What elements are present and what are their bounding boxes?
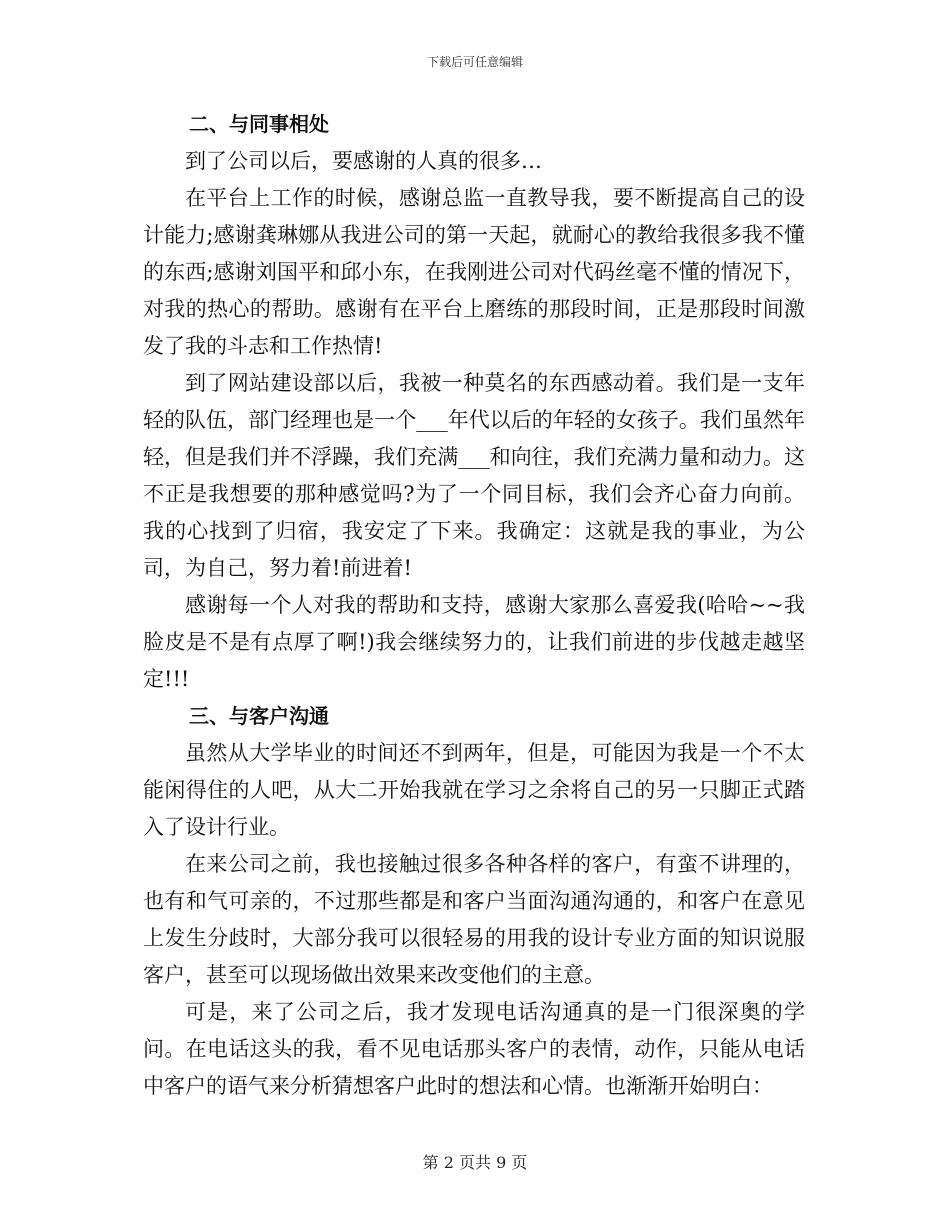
page-header: 下载后可任意编辑 bbox=[426, 55, 523, 69]
paragraph: 感谢每一个人对我的帮助和支持，感谢大家那么喜爱我(哈哈~~我脸皮是不是有点厚了啊!)我会继续努力的，让我们前进的步伐越走越坚定!!! bbox=[143, 593, 805, 691]
paragraph: 到了网站建设部以后，我被一种莫名的东西感动着。我们是一支年轻的队伍，部门经理也是一个___年代以后的年轻的女孩子。我们虽然年轻，但是我们并不浮躁，我们充满___和向往，我们充满力量和动力。这不正是我想要的那种感觉吗?为了一个同目标，我们会齐心奋力向前。我的心找到了归宿，我安定了下来。我确定：这就是我的事业，为公司，为自己，努力着!前进着! bbox=[143, 371, 805, 580]
paragraph: 虽然从大学毕业的时间还不到两年，但是，可能因为我是一个不太能闲得住的人吧，从大二开始我就在学习之余将自己的另一只脚正式踏入了设计行业。 bbox=[143, 741, 805, 839]
paragraph: 在平台上工作的时候，感谢总监一直教导我，要不断提高自己的设计能力;感谢龚琳娜从我进公司的第一天起，就耐心的教给我很多我不懂的东西;感谢刘国平和邱小东，在我刚进公司对代码丝毫不懂的情况下，对我的热心的帮助。感谢有在平台上磨练的那段时间，正是那段时间激发了我的斗志和工作热情! bbox=[143, 186, 805, 358]
page-footer: 第 2 页共 9 页 bbox=[422, 1153, 528, 1172]
section-heading: 三、与客户沟通 bbox=[189, 704, 329, 728]
paragraph: 可是，来了公司之后，我才发现电话沟通真的是一门很深奥的学问。在电话这头的我，看不见电话那头客户的表情，动作，只能从电话中客户的语气来分析猜想客户此时的想法和心情。也渐渐开始明白： bbox=[143, 1000, 805, 1098]
paragraph: 到了公司以后，要感谢的人真的很多… bbox=[185, 149, 542, 173]
paragraph: 在来公司之前，我也接触过很多各种各样的客户，有蛮不讲理的，也有和气可亲的，不过那些都是和客户当面沟通沟通的，和客户在意见上发生分歧时，大部分我可以很轻易的用我的设计专业方面的知识说服客户，甚至可以现场做出效果来改变他们的主意。 bbox=[143, 852, 805, 987]
section-heading: 二、与同事相处 bbox=[189, 112, 329, 136]
document-body bbox=[143, 106, 805, 1105]
